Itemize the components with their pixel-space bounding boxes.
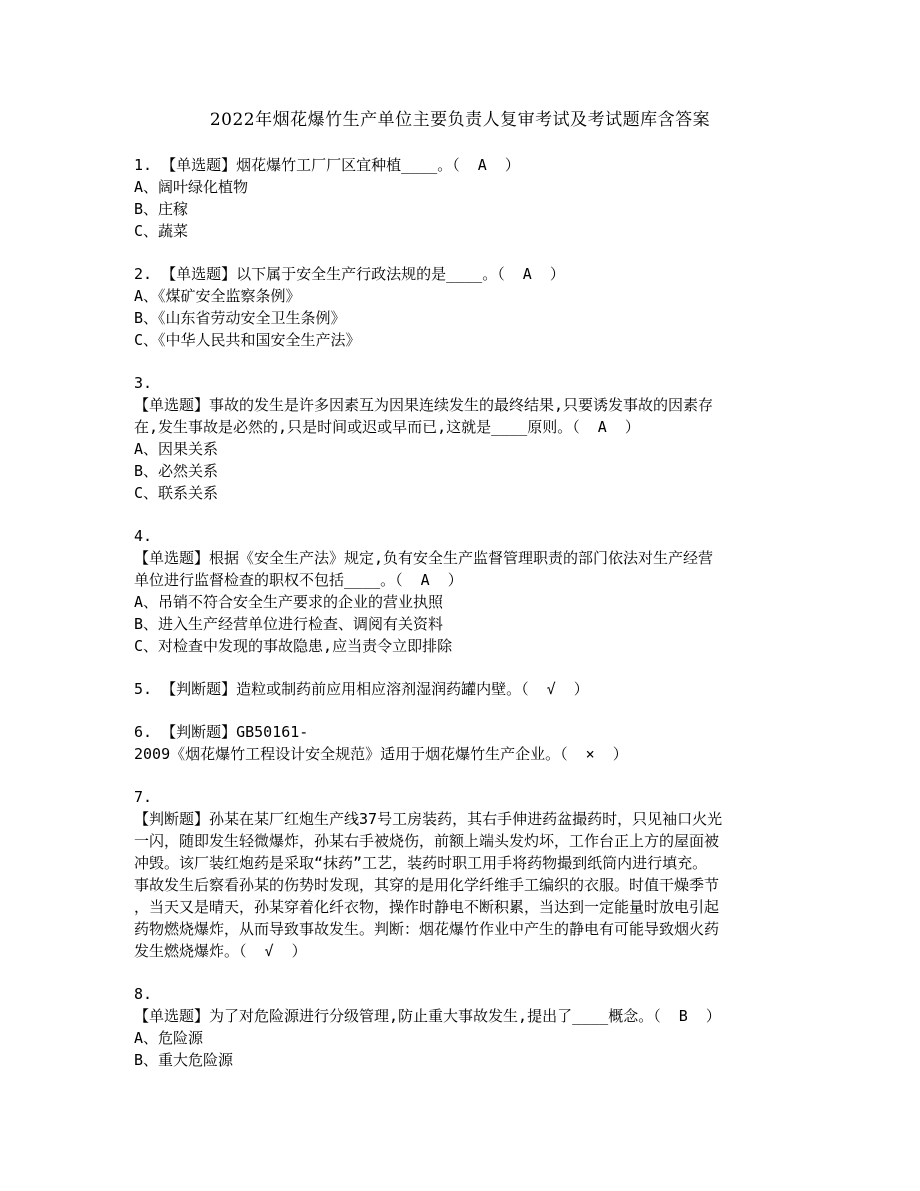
question-number: 8. [134, 985, 153, 1003]
question-number: 3. [134, 374, 153, 392]
question-number: 4. [134, 527, 153, 545]
question-text-line: 【单选题】为了对危险源进行分级管理,防止重大事故发生,提出了____概念。（ B ） [134, 1007, 721, 1025]
question-8 [134, 983, 784, 1071]
option-a: A、《煤矿安全监察条例》 [134, 287, 301, 305]
question-list [134, 154, 784, 1092]
option-b: B、必然关系 [134, 462, 219, 480]
question-text-line: 【判断题】孙某在某厂红炮生产线37号工房装药，其右手伸进药盆撮药时，只见袖口火光 [134, 810, 723, 828]
option-c: C、对检查中发现的事故隐患,应当责令立即排除 [134, 637, 453, 655]
question-text-line: ，当天又是晴天，孙某穿着化纤衣物，操作时静电不断积累，当达到一定能量时放电引起 [134, 898, 720, 916]
question-text-line: 1. 【单选题】烟花爆竹工厂厂区宜种植____。（ A ） [134, 156, 520, 174]
question-text-line: 发生燃烧爆炸。（ √ ） [134, 942, 307, 960]
question-text-line: 药物燃烧爆炸，从而导致事故发生。判断：烟花爆竹作业中产生的静电有可能导致烟火药 [134, 920, 720, 938]
question-1 [134, 154, 784, 242]
question-text-line: 6. 【判断题】GB50161- [134, 723, 309, 741]
question-text-line: 2009《烟花爆竹工程设计安全规范》适用于烟花爆竹生产企业。（ × ） [134, 745, 628, 763]
question-text-line: 在,发生事故是必然的,只是时间或迟或早而已,这就是____原则。（ A ） [134, 418, 640, 436]
option-b: B、庄稼 [134, 200, 189, 218]
question-4 [134, 525, 784, 657]
option-b: B、《山东省劳动安全卫生条例》 [134, 309, 346, 327]
question-6 [134, 721, 784, 765]
question-text-line: 【单选题】根据《安全生产法》规定,负有安全生产监督管理职责的部门依法对生产经营 [134, 549, 714, 567]
question-text-line: 一闪，随即发生轻微爆炸，孙某右手被烧伤，前额上端头发灼坏，工作台正上方的屋面被 [134, 832, 720, 850]
option-a: A、因果关系 [134, 440, 219, 458]
question-text-line: 单位进行监督检查的职权不包括____。（ A ） [134, 571, 463, 589]
option-a: A、吊销不符合安全生产要求的企业的营业执照 [134, 593, 444, 611]
question-2 [134, 263, 784, 351]
question-3 [134, 372, 784, 504]
question-5 [134, 678, 784, 700]
option-a: A、危险源 [134, 1029, 204, 1047]
option-b: B、重大危险源 [134, 1051, 234, 1069]
option-b: B、进入生产经营单位进行检查、调阅有关资料 [134, 615, 444, 633]
question-text-line: 5. 【判断题】造粒或制药前应用相应溶剂湿润药罐内壁。（ √ ） [134, 680, 589, 698]
question-number: 7. [134, 788, 153, 806]
option-c: C、蔬菜 [134, 222, 189, 240]
question-text-line: 冲毁。该厂装红炮药是采取“抹药”工艺，装药时职工用手将药物撮到纸筒内进行填充。 [134, 854, 708, 872]
option-c: C、联系关系 [134, 484, 219, 502]
question-text-line: 2. 【单选题】以下属于安全生产行政法规的是____。（ A ） [134, 265, 565, 283]
question-text-line: 【单选题】事故的发生是许多因素互为因果连续发生的最终结果,只要诱发事故的因素存 [134, 396, 714, 414]
question-text-line: 事故发生后察看孙某的伤势时发现，其穿的是用化学纤维手工编织的衣服。时值干燥季节 [134, 876, 720, 894]
option-c: C、《中华人民共和国安全生产法》 [134, 331, 361, 349]
document-title: 2022年烟花爆竹生产单位主要负责人复审考试及考试题库含答案 [209, 110, 711, 130]
option-a: A、阔叶绿化植物 [134, 178, 249, 196]
question-7 [134, 786, 784, 962]
